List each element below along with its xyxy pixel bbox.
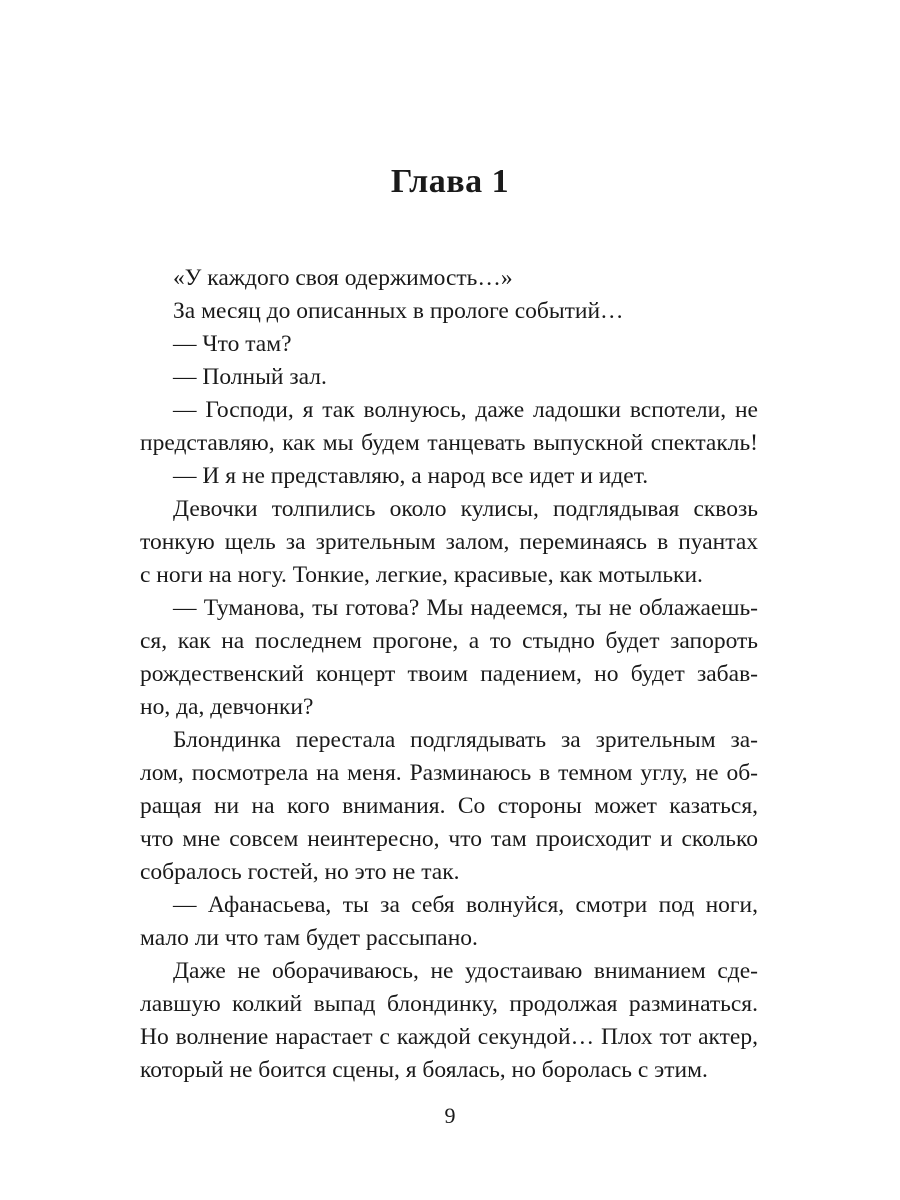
text-line: — Полный зал. bbox=[173, 364, 327, 390]
text-line: что мне совсем неинтересно, что там происходит и сколько bbox=[140, 826, 758, 852]
page-number: 9 bbox=[444, 1103, 456, 1128]
text-line: с ноги на ногу. Тонкие, легкие, красивые, как мотыльки. bbox=[140, 562, 703, 588]
text-line: лом, посмотрела на меня. Разминаюсь в темном углу, не об- bbox=[140, 760, 758, 786]
text-line: «У каждого своя одержимость…» bbox=[173, 265, 513, 291]
text-line: — Господи, я так волнуюсь, даже ладошки вспотели, не bbox=[173, 397, 758, 423]
text-line: Но волнение нарастает с каждой секундой… Плох тот актер, bbox=[140, 1024, 758, 1050]
text-line: — Афанасьева, ты за себя волнуйся, смотри под ноги, bbox=[173, 892, 758, 918]
text-line: Даже не оборачиваюсь, не удостаиваю вниманием сде- bbox=[173, 958, 758, 984]
text-line: За месяц до описанных в прологе событий… bbox=[173, 298, 624, 324]
text-line: Блондинка перестала подглядывать за зрительным за- bbox=[173, 727, 758, 753]
text-line: ся, как на последнем прогоне, а то стыдно будет запороть bbox=[140, 628, 758, 654]
text-line: — И я не представляю, а народ все идет и идет. bbox=[173, 463, 649, 489]
text-line: — Что там? bbox=[173, 331, 292, 357]
text-line: но, да, девчонки? bbox=[140, 694, 314, 720]
chapter-title: Глава 1 bbox=[390, 163, 510, 200]
text-line: Девочки толпились около кулисы, подглядывая сквозь bbox=[173, 496, 758, 522]
text-line: тонкую щель за зрительным залом, переминаясь в пуантах bbox=[140, 529, 758, 555]
text-line: рождественский концерт твоим падением, но будет забав- bbox=[140, 661, 758, 687]
body-text bbox=[140, 262, 758, 1087]
text-line: — Туманова, ты готова? Мы надеемся, ты не облажаешь- bbox=[173, 595, 758, 621]
text-line: представляю, как мы будем танцевать выпускной спектакль! bbox=[140, 430, 758, 456]
text-line: собралось гостей, но это не так. bbox=[140, 859, 460, 885]
text-line: мало ли что там будет рассыпано. bbox=[140, 925, 478, 951]
text-line: лавшую колкий выпад блондинку, продолжая разминаться. bbox=[140, 991, 758, 1017]
text-line: ращая ни на кого внимания. Со стороны может казаться, bbox=[140, 793, 758, 819]
text-line: который не боится сцены, я боялась, но боролась с этим. bbox=[140, 1057, 708, 1083]
